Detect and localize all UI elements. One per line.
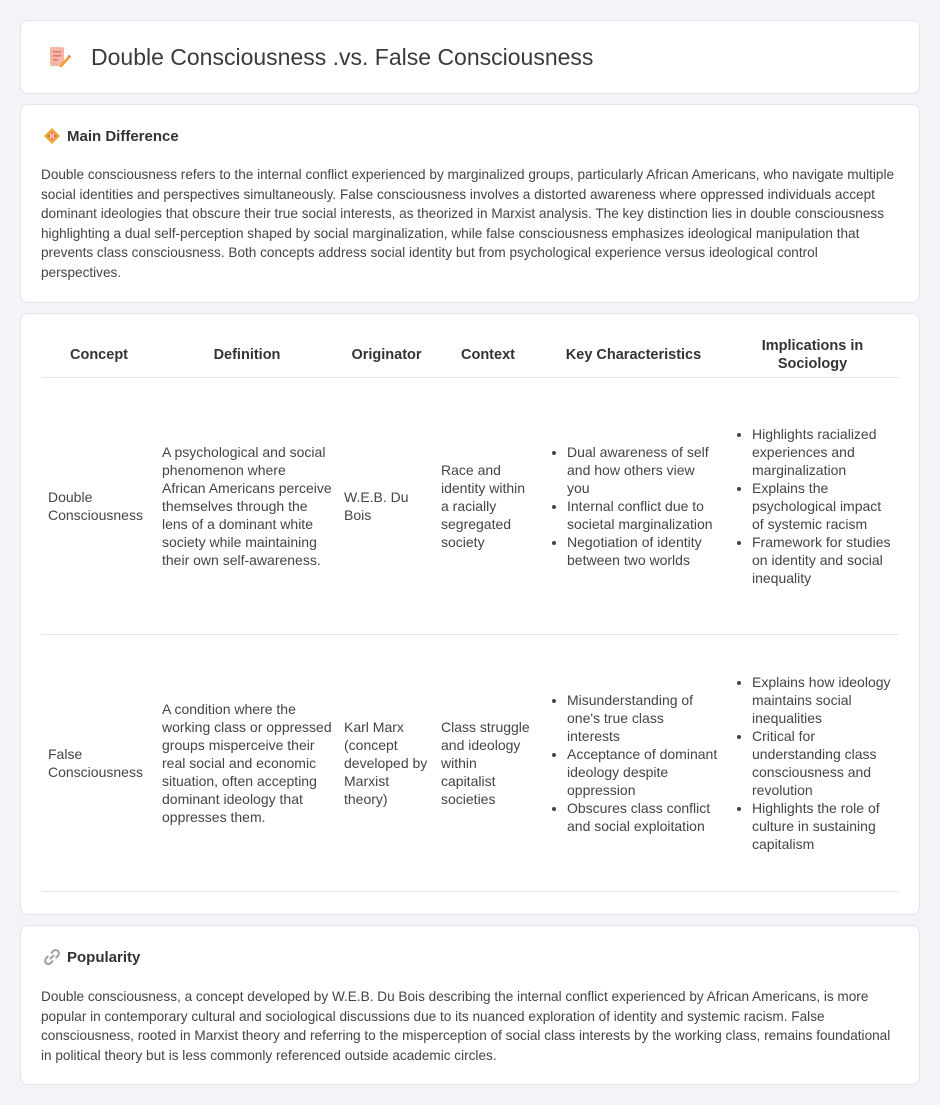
main-difference-card bbox=[20, 104, 920, 303]
originator-cell: W.E.B. Du Bois bbox=[338, 378, 435, 635]
list-item: • Misunderstanding of one's true class interests bbox=[567, 691, 720, 745]
main-difference-heading bbox=[43, 127, 179, 145]
list-item: • Explains the psychological impact of systemic racism bbox=[752, 479, 893, 533]
characteristics-cell bbox=[541, 378, 726, 635]
popularity-card bbox=[20, 925, 920, 1085]
characteristics-list bbox=[547, 443, 720, 569]
definition-cell: A condition where the working class or oppressed groups misperceive their real social and economic situation, often accepting dominant ideology that oppresses them. bbox=[156, 635, 338, 892]
column-header: Implications in Sociology bbox=[726, 332, 899, 378]
implications-cell bbox=[726, 378, 899, 635]
list-item: • Explains how ideology maintains social inequalities bbox=[752, 673, 893, 727]
concept-cell: False Consciousness bbox=[42, 635, 156, 892]
implications-list bbox=[732, 673, 893, 853]
list-item: • Framework for studies on identity and social inequality bbox=[752, 533, 893, 587]
popularity-title: Popularity bbox=[67, 948, 141, 966]
list-item: • Highlights racialized experiences and marginalization bbox=[752, 425, 893, 479]
popularity-heading bbox=[43, 948, 140, 966]
column-header: Concept bbox=[42, 332, 156, 378]
main-difference-text: Double consciousness refers to the internal conflict experienced by marginalized groups, particularly African Americans, who navigate multiple social identities and perspectives simultaneously. False consciousness involves a distorted awareness where oppressed individuals accept dominant ideologies that obscure their true social interests, as theorized in Marxist analysis. The key distinction lies in double consciousness highlighting a dual self-perception shaped by social marginalization, while false consciousness emphasizes ideological manipulation that prevents class consciousness. Both concepts address social identity but from psychological experience versus ideological control perspectives. bbox=[41, 167, 895, 280]
link-icon bbox=[43, 948, 61, 966]
table-row bbox=[42, 635, 899, 892]
page-title: Double Consciousness .vs. False Consciousness bbox=[91, 43, 594, 70]
main-difference-title: Main Difference bbox=[67, 127, 179, 145]
list-item: • Acceptance of dominant ideology despite oppression bbox=[567, 745, 720, 799]
column-header: Definition bbox=[156, 332, 338, 378]
comparison-table-card bbox=[20, 313, 920, 915]
diamond-icon bbox=[43, 127, 61, 145]
list-item: • Negotiation of identity between two worlds bbox=[567, 533, 720, 569]
popularity-text: Double consciousness, a concept developed by W.E.B. Du Bois describing the internal conflict experienced by African Americans, is more popular in contemporary cultural and sociological discussions due to its nuanced exploration of identity and systemic racism. False consciousness, rooted in Marxist theory and referring to the misperception of social class interests by the working class, remains foundational in political theory but is less commonly referenced outside academic circles. bbox=[41, 989, 891, 1063]
list-item: • Internal conflict due to societal marginalization bbox=[567, 497, 720, 533]
originator-cell: Karl Marx (concept developed by Marxist theory) bbox=[338, 635, 435, 892]
document-pencil-icon bbox=[47, 45, 71, 69]
column-header: Key Characteristics bbox=[541, 332, 726, 378]
header-card bbox=[20, 20, 920, 94]
list-item: • Critical for understanding class consciousness and revolution bbox=[752, 727, 893, 799]
definition-cell: A psychological and social phenomenon where African Americans perceive themselves through the lens of a dominant white society while maintaining their own self-awareness. bbox=[156, 378, 338, 635]
characteristics-cell bbox=[541, 635, 726, 892]
column-header: Originator bbox=[338, 332, 435, 378]
column-header: Context bbox=[435, 332, 541, 378]
implications-list bbox=[732, 425, 893, 587]
comparison-table bbox=[42, 332, 899, 892]
concept-cell: Double Consciousness bbox=[42, 378, 156, 635]
list-item: • Obscures class conflict and social exploitation bbox=[567, 799, 720, 835]
characteristics-list bbox=[547, 691, 720, 835]
context-cell: Class struggle and ideology within capitalist societies bbox=[435, 635, 541, 892]
title-row bbox=[21, 21, 919, 93]
table-row bbox=[42, 378, 899, 635]
list-item: • Highlights the role of culture in sustaining capitalism bbox=[752, 799, 893, 853]
list-item: • Dual awareness of self and how others view you bbox=[567, 443, 720, 497]
context-cell: Race and identity within a racially segregated society bbox=[435, 378, 541, 635]
table-header-row bbox=[42, 332, 899, 378]
implications-cell bbox=[726, 635, 899, 892]
